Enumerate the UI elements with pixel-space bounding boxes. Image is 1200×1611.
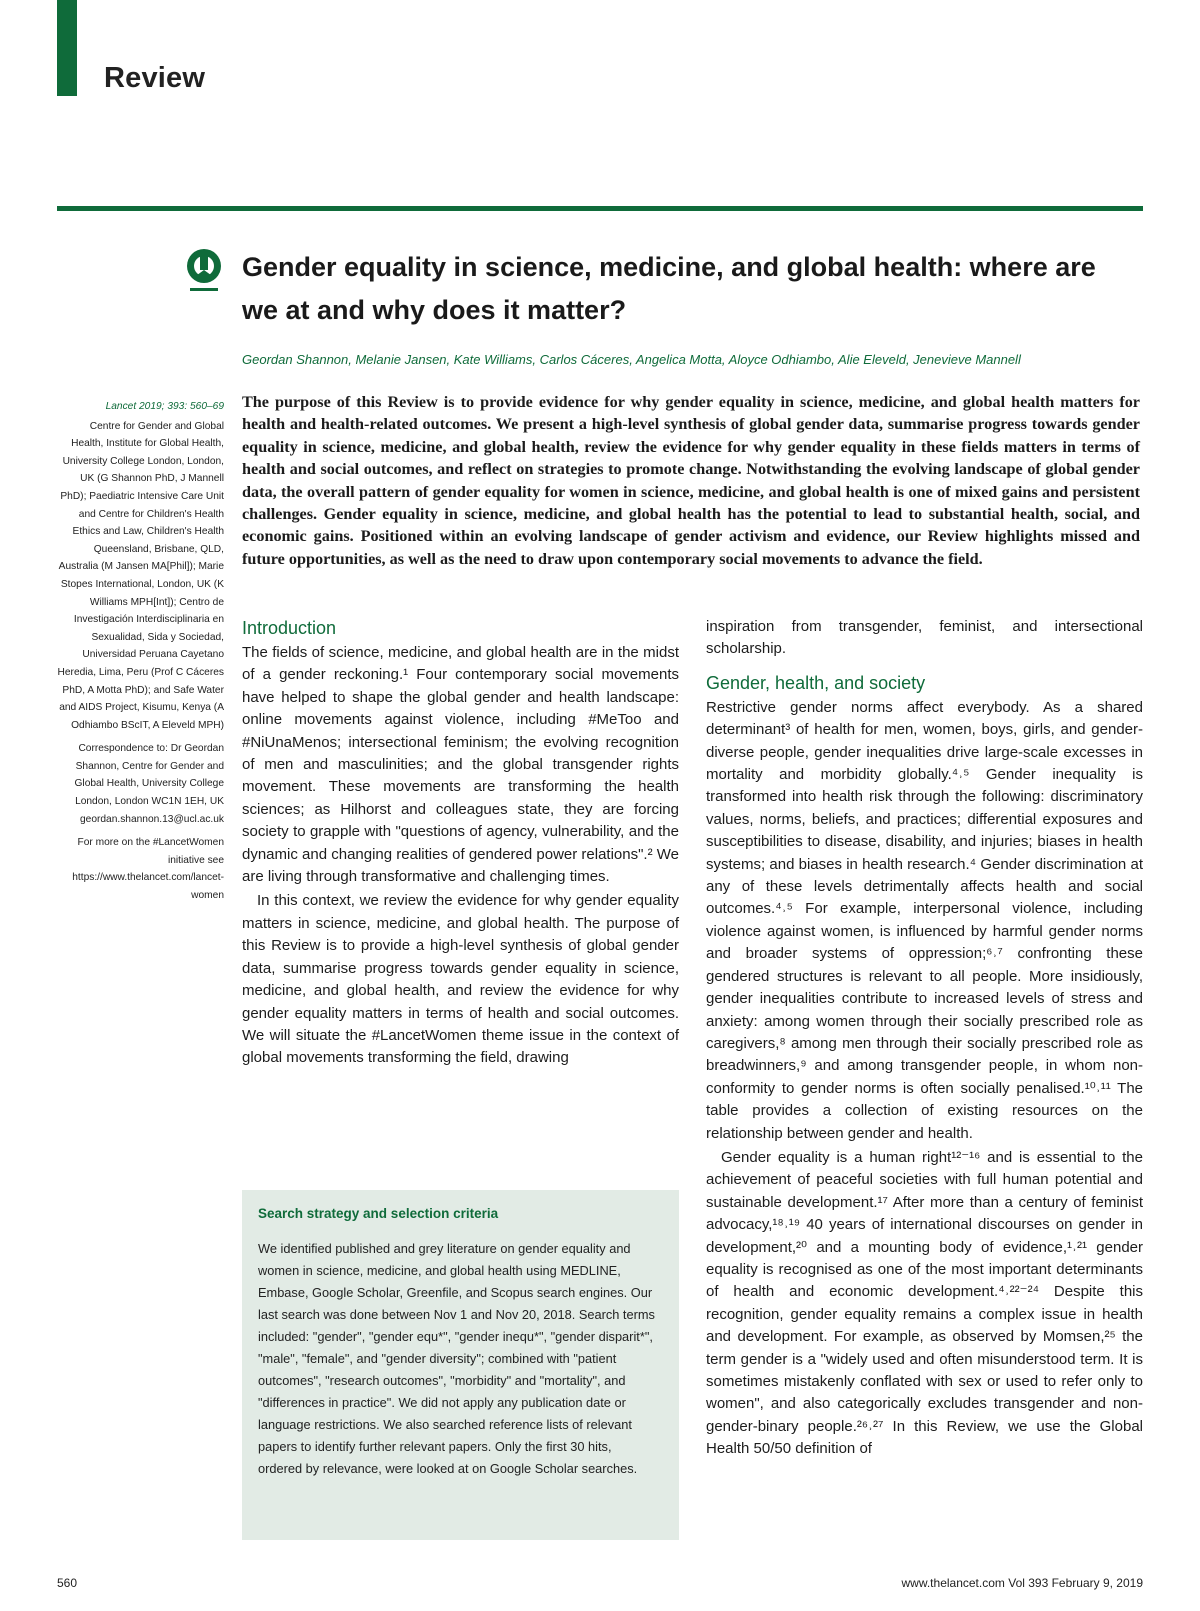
- introduction-paragraph-2-continued: inspiration from transgender, feminist, and intersectional scholarship.: [706, 618, 1143, 658]
- section-label: Review: [104, 62, 206, 94]
- more-info-link[interactable]: For more on the #LancetWomen initiative see https://www.thelancet.com/lancet-women: [72, 837, 224, 902]
- sidebar-notes: [57, 398, 224, 911]
- introduction-paragraph-2: In this context, we review the evidence for why gender equality matters in science, medicine, and global health. The purpose of this Review is to provide a high-level synthesis of global gender data, summarise progress towards gender equality in science, medicine, and global health, and review the evidence for why gender equality matters in terms of health and social outcomes. We will situate the #LancetWomen theme issue in the context of global movements transforming the field, drawing: [242, 892, 679, 1067]
- page-number: 560: [57, 1576, 78, 1590]
- citation: Lancet 2019; 393: 560–69: [105, 401, 224, 412]
- abstract: The purpose of this Review is to provide evidence for why gender equality in science, medicine, and global health matters for health and health-related outcomes. We present a high-level synthesis of global gender data, summarise progress towards gender equality in science, medicine, and global health, review the evidence for why gender equality in these fields matters in terms of health and social outcomes, and reflect on strategies to promote change. Notwithstanding the evolving landscape of global gender data, the overall pattern of gender equality for women in science, medicine, and global health is one of mixed gains and persistent challenges. Gender equality in science, medicine, and global health has the potential to lead to substantial health, social, and economic gains. Positioned within an evolving landscape of gender activism and evidence, our Review highlights missed and future opportunities, as well as the need to draw upon contemporary social movements to advance the field.: [242, 393, 1140, 568]
- introduction-paragraph-1: The fields of science, medicine, and global health are in the midst of a gender reckoning.¹ Four contemporary social movements have helped to shape the global gender and health landscape: online movements against violence, including #MeToo and #NiUnaMenos; intersectional feminism; the evolving recognition of men and masculinities; and the global transgender rights movement. These movements are transforming the health sciences; as Hilhorst and colleagues state, they are forcing society to grapple with "questions of agency, vulnerability, and the dynamic and changing realities of gendered power relations".² We are living through transformative and challenging times.: [242, 644, 679, 886]
- right-column: [706, 616, 1143, 1461]
- author-list: Geordan Shannon, Melanie Jansen, Kate Williams, Carlos Cáceres, Angelica Motta, Aloyce Odhiambo, Alie Eleveld, Jenevieve Mannell: [242, 352, 1021, 367]
- header-rule: [57, 206, 1143, 211]
- article-title: Gender equality in science, medicine, and global health: where are we at and why does it matter?: [242, 252, 1096, 325]
- section-color-tab: [57, 0, 77, 96]
- panel-body: We identified published and grey literature on gender equality and women in science, medicine, and global health using MEDLINE, Embase, Google Scholar, Greenfile, and Scopus search engines. Our last search was done between Nov 1 and Nov 20, 2018. Search terms included: "gender", "gender equ*", "gender inequ*", "gender disparit*", "male", "female", and "gender diversity"; combined with "patient outcomes", "research outcomes", "morbidity" and "mortality", and "differences in practice". We did not apply any publication date or language restrictions. We also searched reference lists of relevant papers to identify further relevant papers. Only the first 30 hits, ordered by relevance, were looked at on Google Scholar searches.: [258, 1241, 655, 1476]
- gender-health-heading: Gender, health, and society: [706, 672, 926, 693]
- search-strategy-panel: [242, 1190, 679, 1540]
- gender-health-paragraph-2: Gender equality is a human right¹²⁻¹⁶ and is essential to the achievement of peaceful societies with full human potential and sustainable development.¹⁷ After more than a century of feminist advocacy,¹⁸˒¹⁹ 40 years of international discourses on gender in development,²⁰ and a mounting body of evidence,¹˒²¹ gender equality is recognised as one of the most important determinants of health and economic development.⁴˒²²⁻²⁴ Despite this recognition, gender equality remains a complex issue in health and development. For example, as observed by Momsen,²⁵ the term gender is a "widely used and often misunderstood term. It is sometimes mistakenly conflated with sex or used to refer only to women", and also categorically excludes transgender and non-gender-binary people.²⁶˒²⁷ In this Review, we use the Global Health 50/50 definition of: [706, 1148, 1143, 1458]
- affiliations: Centre for Gender and Global Health, Institute for Global Health, University College London, London, UK (G Shannon PhD, J Mannell PhD); Paediatric Intensive Care Unit and Centre for Children's Health Ethics and Law, Children's Health Queensland, Brisbane, QLD, Australia (M Jansen MA[Phil]); Marie Stopes International, London, UK (K Williams MPH[Int]); Centro de Investigación Interdisciplinaria en Sexualidad, Sida y Sociedad, Universidad Peruana Cayetano Heredia, Lima, Peru (Prof C Cáceres PhD, A Motta PhD); and Safe Water and AIDS Project, Kisumu, Kenya (A Odhiambo BScIT, A Eleveld MPH): [57, 420, 224, 731]
- panel-heading: Search strategy and selection criteria: [258, 1206, 499, 1221]
- introduction-heading: Introduction: [242, 618, 337, 638]
- crossmark-icon[interactable]: [184, 248, 224, 296]
- left-column: [242, 616, 679, 1070]
- journal-info: www.thelancet.com Vol 393 February 9, 2019: [901, 1576, 1143, 1590]
- gender-health-paragraph-1: Restrictive gender norms affect everybody. As a shared determinant³ of health for men, women, boys, girls, and gender-diverse people, gender inequalities drive large-scale excesses in mortality and morbidity globally.⁴˒⁵ Gender inequality is transformed into health risk through the following: discriminatory values, norms, beliefs, and practices; differential exposures and susceptibilities to disease, disability, and injuries; biases in health systems; and biases in health research.⁴ Gender discrimination at any of these levels detrimentally affects health and social outcomes.⁴˒⁵ For example, interpersonal violence, including violence against women, is influenced by harmful gender norms and broader systems of oppression;⁶˒⁷ confronting these gendered structures is relevant to all people. More insidiously, gender inequalities contribute to increased levels of stress and anxiety: among women through their socially prescribed role as caregivers,⁸ among men through their socially prescribed role as breadwinners,⁹ and among transgender people, in whom non-conformity to gender norms is often socially penalised.¹⁰˒¹¹ The table provides a collection of existing resources on the relationship between gender and health.: [706, 698, 1143, 1142]
- correspondence: Correspondence to: Dr Geordan Shannon, Centre for Gender and Global Health, University College London, London WC1N 1EH, UK geordan.shannon.13@ucl.ac.uk: [74, 743, 224, 825]
